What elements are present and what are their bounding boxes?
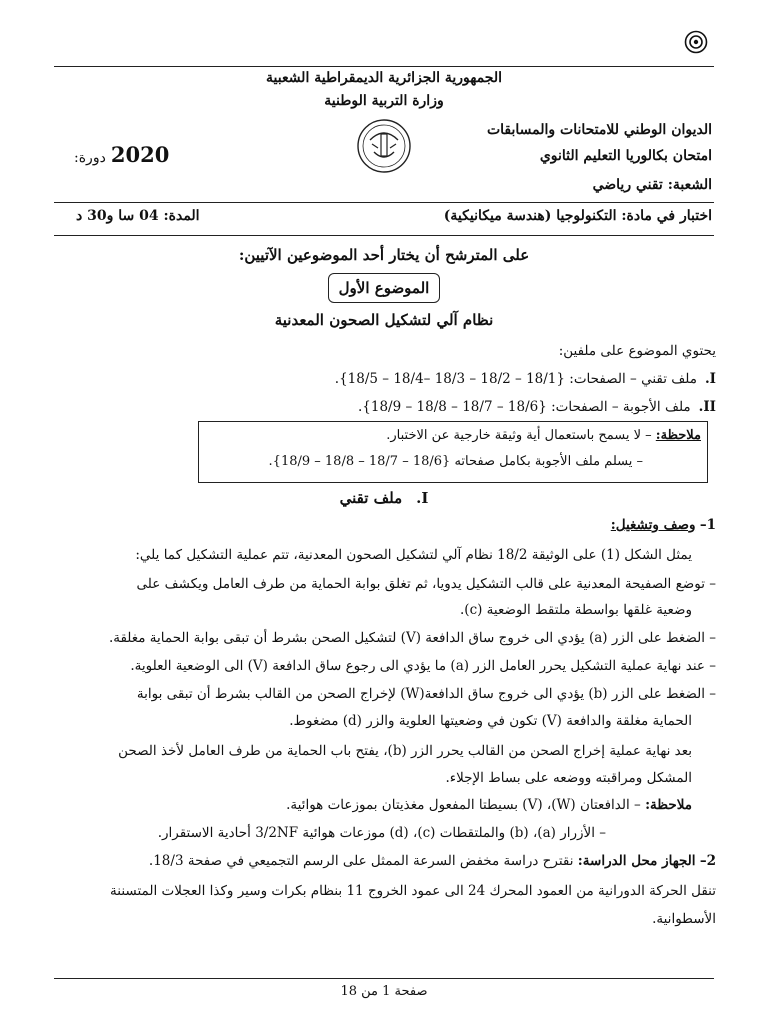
file2-text: ملف الأجوبة – الصفحات: {18/6 – 18/7 – 18/8 – 18/9}. — [357, 399, 691, 415]
note-line-2: – يسلم ملف الأجوبة بكامل صفحاته {18/6 – 18/7 – 18/8 – 18/9}. — [268, 454, 643, 469]
file-list-2 — [358, 399, 716, 415]
header-rule-1 — [54, 202, 714, 203]
session-info — [74, 142, 169, 167]
file-list-1 — [335, 371, 716, 387]
description-note-text-1: – الدافعتان (W)، (V) بسيطتا المفعول مغذيتان بموزعات هوائية. — [286, 797, 641, 813]
branch-label: الشعبة: تقني رياضي — [592, 177, 712, 193]
topic-title: نظام آلي لتشكيل الصحون المعدنية — [274, 311, 494, 329]
study-p1a: تنقل الحركة الدورانية من العمود المحرك 24 الى عمود الخروج 11 بنظام بكرات وسير وكذا العجلات المتسننة — [110, 883, 716, 899]
bullet-4a: – الضغط على الزر (b) يؤدي الى خروج ساق الدافعة(W) لإخراج الصحن من القالب بشرط أن تبقى بوابة — [136, 686, 716, 702]
ministry-title: وزارة التربية الوطنية — [324, 93, 444, 109]
republic-title: الجمهورية الجزائرية الديمقراطية الشعبية — [265, 70, 502, 86]
section-heading — [0, 489, 768, 507]
description-p2b: المشكل ومراقبته ووضعه على بساط الإجلاء. — [445, 770, 692, 786]
bullet-1b: وضعية غلقها بواسطة ملتقط الوضعية (c). — [460, 602, 692, 618]
study-heading — [149, 853, 716, 869]
note-line-1 — [386, 428, 701, 443]
footer-rule — [54, 978, 714, 979]
bullet-4b: الحماية مغلقة والدافعة (V) تكون في وضعيتها العلوية والزر (d) مضغوط. — [289, 713, 692, 729]
top-rule — [54, 66, 714, 67]
note-label: ملاحظة: — [655, 428, 701, 443]
office-name: الديوان الوطني للامتحانات والمسابقات — [486, 122, 712, 138]
choice-instruction: على المترشح أن يختار أحد الموضوعين الآتيين: — [238, 246, 530, 264]
exam-name: امتحان بكالوريا التعليم الثانوي — [539, 148, 712, 164]
session-year: 2020 — [110, 142, 170, 167]
header-rule-2 — [54, 235, 714, 236]
subject-line: اختبار في مادة: التكنولوجيا (هندسة ميكانيكية) — [443, 208, 712, 224]
section-number: I. — [416, 489, 429, 507]
page-number: صفحة 1 من 18 — [340, 984, 428, 999]
description-number: 1– — [699, 517, 716, 533]
emblem-logo — [356, 118, 412, 174]
description-note-1 — [286, 797, 692, 813]
file1-text: ملف تقني – الصفحات: {18/1 – 18/2 – 18/3 –18/4 – 18/5}. — [334, 371, 697, 387]
duration-line: المدة: 04 سا و30 د — [76, 208, 200, 224]
topic-box-label: الموضوع الأول — [338, 279, 430, 297]
bullet-3: – عند نهاية عملية التشكيل يحرر العامل الزر (a) ما يؤدي الى رجوع ساق الدافعة (V) الى الوضعية العلوية. — [130, 658, 716, 674]
note-box — [198, 421, 708, 483]
document-mark-icon — [684, 30, 708, 54]
description-title: وصف وتشغيل: — [610, 517, 696, 533]
session-label: دورة: — [74, 150, 106, 166]
description-p2a: بعد نهاية عملية إخراج الصحن من القالب يحرر الزر (b)، يفتح باب الحماية من طرف العامل لأخذ الصحن — [118, 743, 692, 759]
bullet-1a: – توضع الصفيحة المعدنية على قالب التشكيل يدويا، ثم تغلق بوابة الحماية من طرف العامل ويكشف على — [136, 576, 716, 592]
study-number: 2– — [699, 853, 716, 869]
contains-text: يحتوي الموضوع على ملفين: — [558, 343, 716, 359]
description-note-label: ملاحظة: — [645, 797, 692, 813]
file2-number: II. — [698, 399, 716, 415]
section-title: ملف تقني — [339, 489, 403, 507]
study-p1b: الأسطوانية. — [652, 911, 716, 927]
description-note-2: – الأزرار (a)، (b) والملتقطات (c)، (d) موزعات هوائية 3/2NF أحادية الاستقرار. — [157, 825, 606, 841]
topic-box — [328, 273, 440, 303]
study-title: الجهاز محل الدراسة: — [577, 853, 696, 869]
description-heading — [611, 517, 716, 533]
file1-number: I. — [704, 371, 716, 387]
description-p1: يمثل الشكل (1) على الوثيقة 18/2 نظام آلي لتشكيل الصحون المعدنية، تتم عملية التشكيل كما يلي: — [135, 547, 692, 563]
bullet-2: – الضغط على الزر (a) يؤدي الى خروج ساق الدافعة (V) لتشكيل الصحن بشرط أن تبقى بوابة الحماية مغلقة. — [108, 630, 716, 646]
note-text-1: – لا يسمح باستعمال أية وثيقة خارجية عن الاختبار. — [386, 428, 652, 443]
study-text: نقترح دراسة مخفض السرعة الممثل على الرسم التجميعي في صفحة 18/3. — [148, 853, 574, 869]
